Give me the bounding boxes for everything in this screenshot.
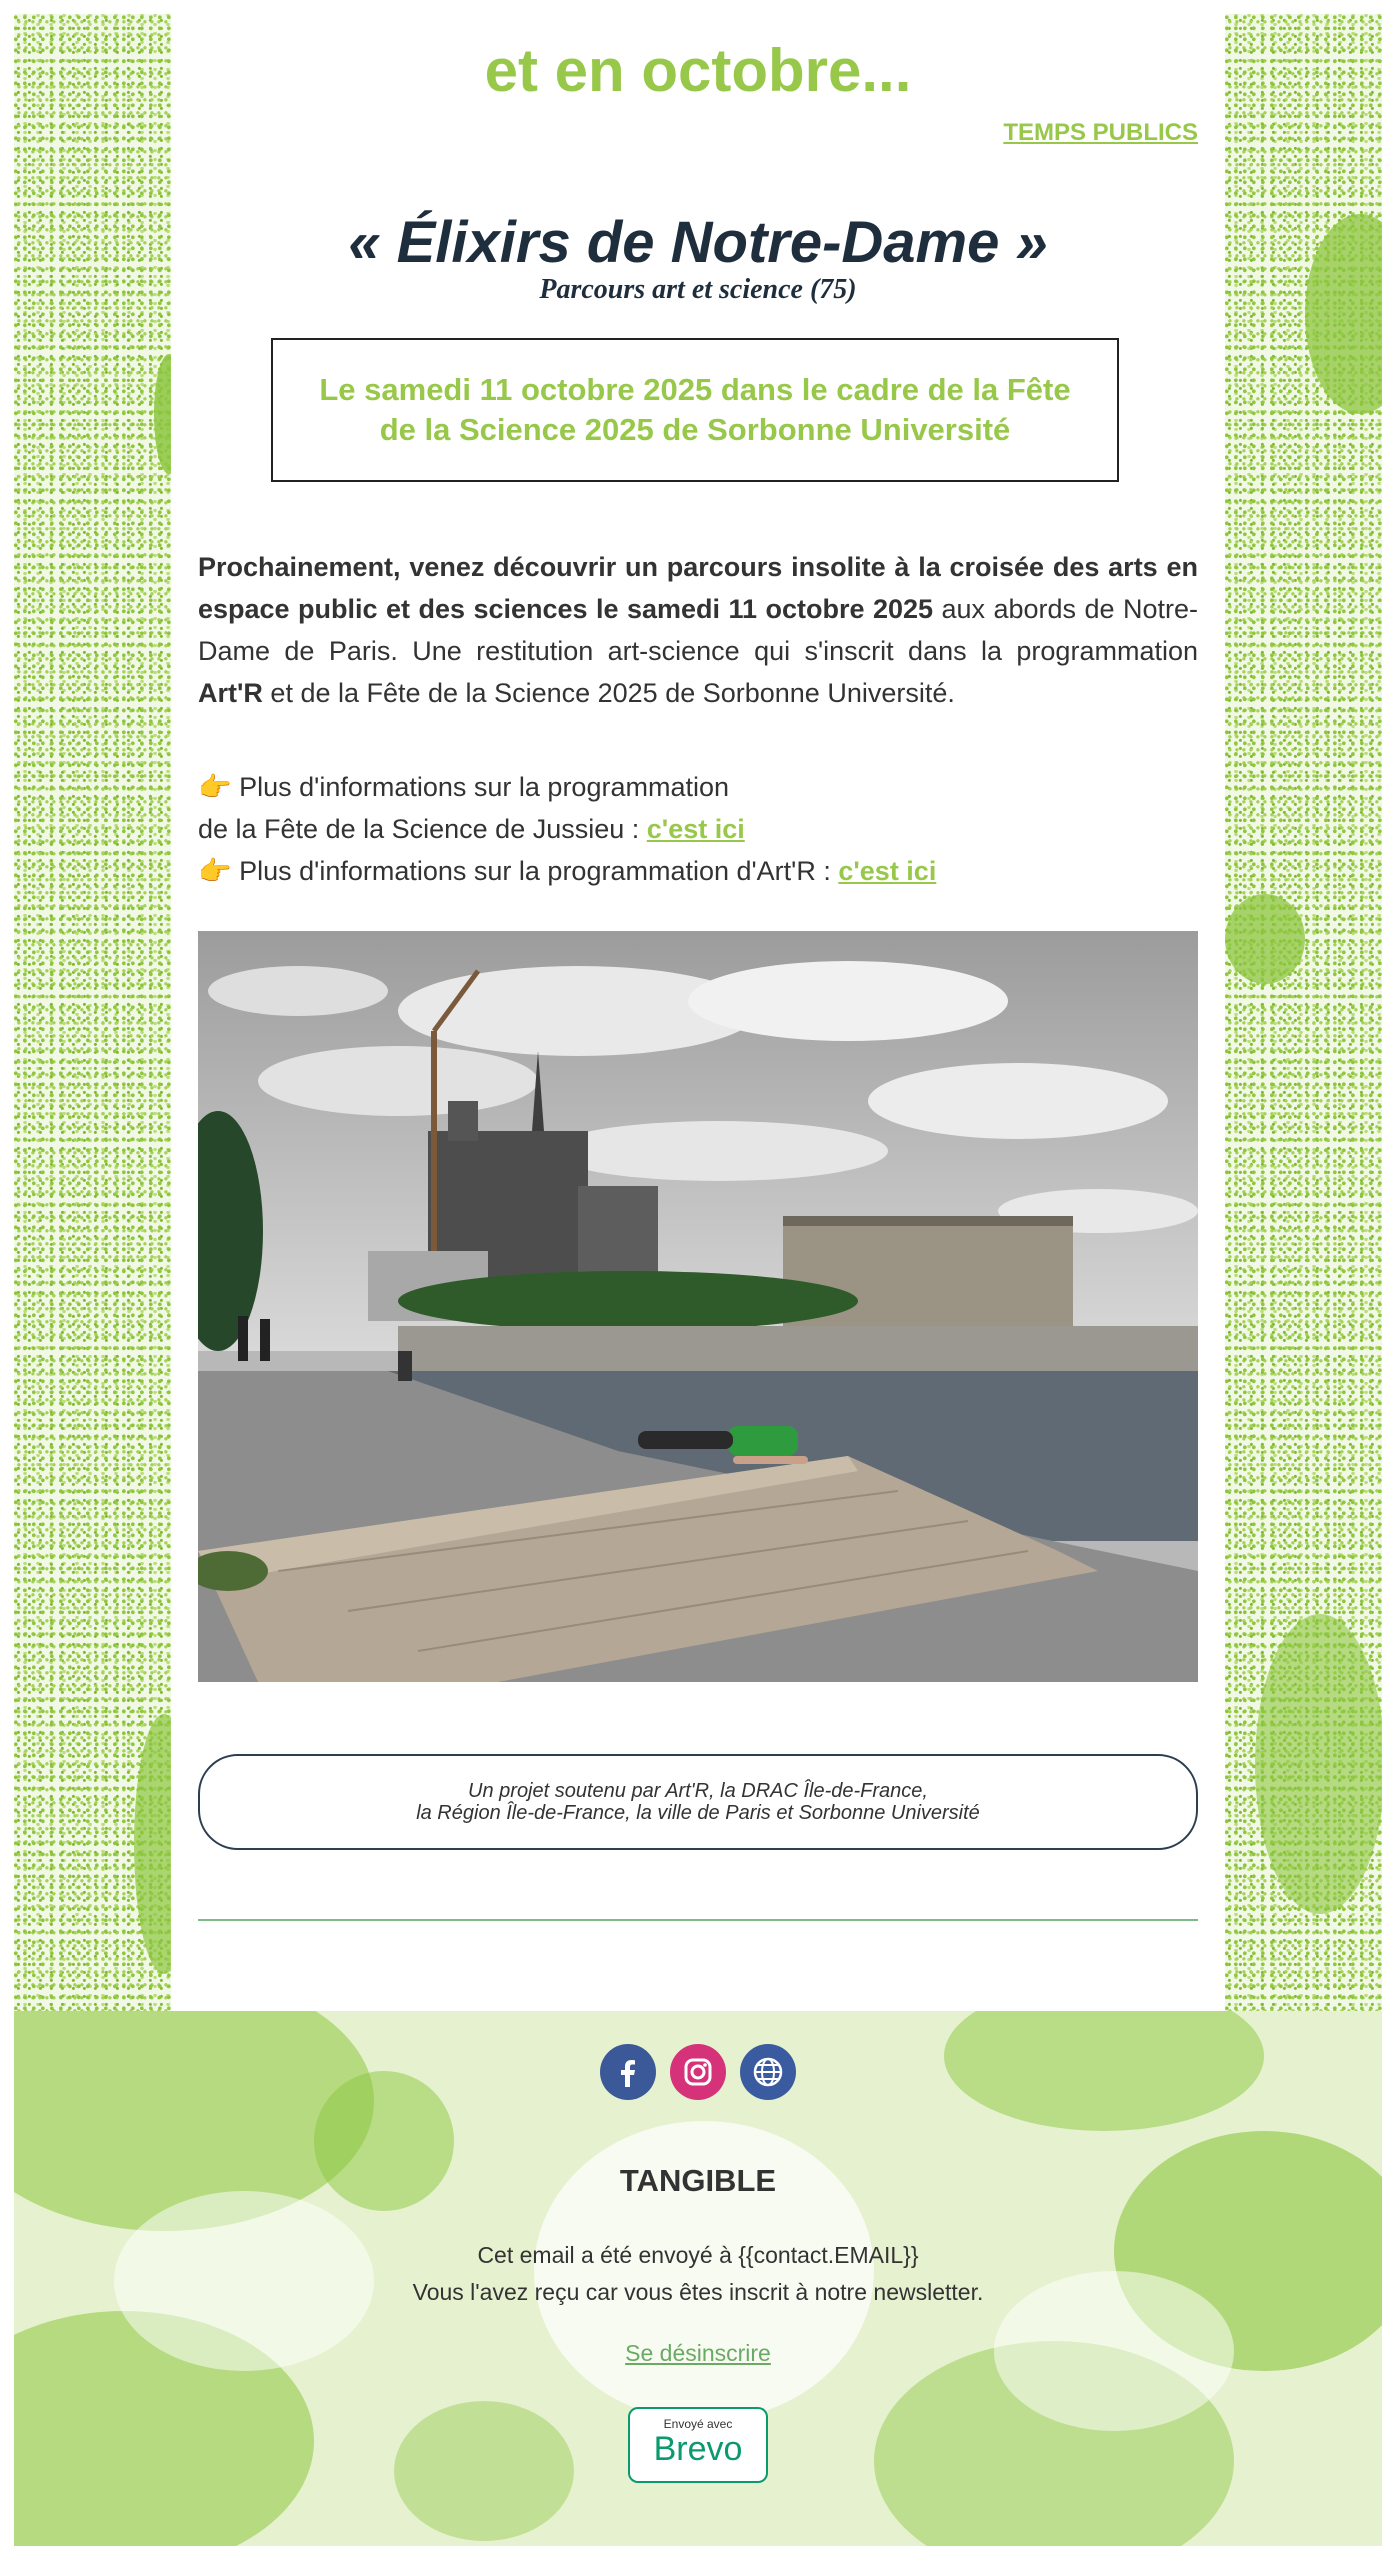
social-links xyxy=(14,2044,1382,2100)
pointing-hand-icon: 👉 xyxy=(198,772,232,802)
brand-name: TANGIBLE xyxy=(619,2163,777,2198)
facebook-icon[interactable] xyxy=(600,2044,656,2100)
globe-icon[interactable] xyxy=(740,2044,796,2100)
legal-text xyxy=(14,2237,1382,2311)
instagram-icon[interactable] xyxy=(670,2044,726,2100)
event-title: « Élixirs de Notre-Dame » xyxy=(348,210,1048,275)
funding-credit-box xyxy=(198,1754,1198,1850)
right-decorative-border xyxy=(1225,14,1382,2011)
description-text-2: et de la Fête de la Science 2025 de Sorbonne Université. xyxy=(262,678,955,708)
credit-line-2: la Région Île-de-France, la ville de Paris et Sorbonne Université xyxy=(416,1802,980,1824)
event-date-box xyxy=(271,338,1119,482)
fete-science-link[interactable]: c'est ici xyxy=(646,814,745,844)
brevo-logo: Brevo xyxy=(653,2430,743,2468)
event-date-text: Le samedi 11 octobre 2025 dans le cadre de la Fête de la Science 2025 de Sorbonne Université xyxy=(319,371,1071,447)
temps-publics-link[interactable]: TEMPS PUBLICS xyxy=(1003,119,1198,146)
left-decorative-border xyxy=(14,14,171,2011)
event-subtitle: Parcours art et science (75) xyxy=(539,274,857,305)
link-line1-b: de la Fête de la Science de Jussieu : xyxy=(198,814,647,844)
legal-line-1: Cet email a été envoyé à {{contact.EMAIL}} xyxy=(477,2242,919,2268)
unsubscribe-link[interactable]: Se désinscrire xyxy=(625,2340,771,2366)
content-divider xyxy=(198,1919,1198,1921)
description-text-1: aux abords de Notre-Dame de Paris. Une restitution art-science qui s'inscrit dans la programmation xyxy=(198,594,1199,666)
brevo-badge[interactable] xyxy=(628,2407,768,2483)
footer xyxy=(14,2011,1382,2546)
brevo-badge-caption: Envoyé avec xyxy=(663,2417,733,2431)
description-artr: Art'R xyxy=(198,678,263,708)
info-links xyxy=(198,766,1198,892)
event-description xyxy=(198,546,1198,714)
credit-line-1: Un projet soutenu par Art'R, la DRAC Île-de-France, xyxy=(468,1780,928,1802)
email-frame xyxy=(14,14,1382,2546)
artr-link[interactable]: c'est ici xyxy=(838,856,937,886)
link-line1-a: Plus d'informations sur la programmation xyxy=(239,772,730,802)
pointing-hand-icon: 👉 xyxy=(198,856,232,886)
event-photo xyxy=(198,931,1198,1682)
legal-line-2: Vous l'avez reçu car vous êtes inscrit à notre newsletter. xyxy=(412,2279,984,2305)
section-title: et en octobre... xyxy=(484,37,912,104)
link-line2-text: Plus d'informations sur la programmation d'Art'R : xyxy=(239,856,839,886)
main-content xyxy=(171,14,1225,2011)
description-bold-intro: Prochainement, venez découvrir un parcours insolite à la croisée des arts en espace public et des sciences le samedi 11 octobre 2025 xyxy=(198,552,1198,624)
